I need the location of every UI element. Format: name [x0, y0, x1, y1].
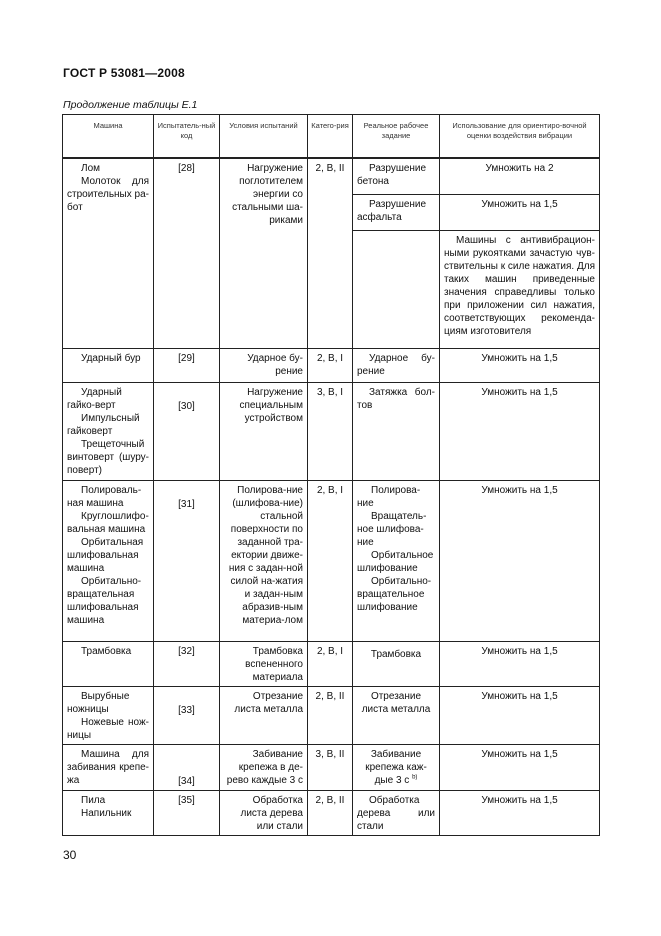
- real-task-cell: Трамбовка: [353, 642, 440, 687]
- category-cell: 2, B, II: [308, 687, 353, 745]
- table-row: [63, 158, 600, 195]
- usage-cell: Умножить на 1,5: [440, 687, 600, 745]
- real-task-cell: [353, 745, 440, 791]
- column-header-usage: Использование для ориентиро-вочной оценки воздействия вибрации: [440, 115, 600, 159]
- category-cell: 2, B, II: [308, 791, 353, 836]
- real-task-line: Орбитальное шлифование: [357, 550, 434, 574]
- column-header-category: Катего-рия: [308, 115, 353, 159]
- machine-name: Молоток для строительных ра-бот: [67, 176, 149, 213]
- test-code-cell: [28]: [154, 158, 220, 349]
- machine-name: Вырубные ножницы: [67, 691, 130, 715]
- page-number: 30: [63, 848, 77, 862]
- conditions-cell: Ударное бу-рение: [220, 349, 308, 383]
- machine-name: Ножевые нож-ницы: [67, 717, 149, 741]
- machine-name: Пила: [81, 795, 106, 806]
- test-code-cell: [31]: [154, 481, 220, 642]
- category-cell: 2, B, I: [308, 481, 353, 642]
- machine-cell: [63, 745, 154, 791]
- category-cell: 2, B, I: [308, 642, 353, 687]
- machine-name: Машина для забивания крепе-жа: [67, 749, 149, 786]
- machine-name: Полироваль-ная машина: [67, 485, 142, 509]
- test-code-cell: [34]: [154, 745, 220, 791]
- machine-name: Ударный бур: [81, 353, 141, 364]
- machine-cell: [63, 687, 154, 745]
- machine-name: Круглошлифо-вальная машина: [67, 511, 149, 535]
- test-code-cell: [29]: [154, 349, 220, 383]
- usage-cell: Умножить на 1,5: [440, 745, 600, 791]
- real-task-cell: Обработка дерева или стали: [353, 791, 440, 836]
- category-cell: 3, B, I: [308, 383, 353, 481]
- table-row: [63, 349, 600, 383]
- conditions-cell: Полирова-ние (шлифова-ние) стальной поверхности по заданной тра-ектории движе-ния с задан-ной силой на-жатия и задан-ным абразив-ным материа-лом: [220, 481, 308, 642]
- real-task-cell: Затяжка бол-тов: [353, 383, 440, 481]
- machine-name: Орбитальная шлифовальная машина: [67, 537, 144, 574]
- real-task-cell: Отрезание листа металла: [353, 687, 440, 745]
- conditions-cell: Забивание крепежа в де-рево каждые 3 с: [220, 745, 308, 791]
- machine-name: Лом: [81, 163, 100, 174]
- machine-name: Орбитально-вращательная шлифовальная машина: [67, 576, 142, 626]
- conditions-cell: Трамбовка вспененного материала: [220, 642, 308, 687]
- category-cell: 2, B, I: [308, 349, 353, 383]
- machine-name: Ударный гайко-верт: [67, 387, 122, 411]
- table-row: [63, 383, 600, 481]
- real-task-cell: Разрушение асфальта: [353, 195, 440, 231]
- usage-cell: Умножить на 1,5: [440, 349, 600, 383]
- machine-cell: [63, 642, 154, 687]
- vibration-table: [62, 114, 600, 836]
- machine-name: Напильник: [81, 808, 132, 819]
- machine-name: Трамбовка: [81, 646, 132, 657]
- column-header-conditions: Условия испытаний: [220, 115, 308, 159]
- column-header-machine: Машина: [63, 115, 154, 159]
- table-row: [63, 481, 600, 642]
- category-cell: 3, B, II: [308, 745, 353, 791]
- real-task-cell: Ударное бу-рение: [353, 349, 440, 383]
- machine-name: Импульсный гайковерт: [67, 413, 140, 437]
- real-task-line: Полирова-ние: [357, 485, 421, 509]
- test-code-cell: [30]: [154, 383, 220, 481]
- conditions-cell: Обработка листа дерева или стали: [220, 791, 308, 836]
- usage-cell: Умножить на 1,5: [440, 481, 600, 642]
- usage-note-cell: Машины с антивибрацион-ными рукоятками зачастую чув-ствительны к силе нажатия. Для таких машин приведенные значения справедливы только при приложении сил нажатия, соответствующих рекоменда-циям изготовителя: [440, 231, 600, 349]
- test-code-cell: [33]: [154, 687, 220, 745]
- machine-cell: [63, 383, 154, 481]
- machine-cell: [63, 791, 154, 836]
- machine-cell: [63, 481, 154, 642]
- real-task-cell: [353, 481, 440, 642]
- conditions-cell: Отрезание листа металла: [220, 687, 308, 745]
- usage-cell: Умножить на 1,5: [440, 791, 600, 836]
- real-task-cell-empty: [353, 231, 440, 349]
- usage-cell: Умножить на 1,5: [440, 195, 600, 231]
- table-row: [63, 791, 600, 836]
- table-row: [63, 745, 600, 791]
- footnote-marker: b): [412, 774, 418, 781]
- table-row: [63, 687, 600, 745]
- conditions-cell: Нагружение специальным устройством: [220, 383, 308, 481]
- table-row: [63, 642, 600, 687]
- table-header-row: [63, 115, 600, 159]
- machine-name: Трещеточный винтоверт (шуру-поверт): [67, 439, 149, 476]
- conditions-cell: Нагружение поглотителем энергии со стальными ша-риками: [220, 158, 308, 349]
- table-caption: Продолжение таблицы Е.1: [63, 99, 198, 111]
- usage-cell: Умножить на 2: [440, 158, 600, 195]
- document-header: ГОСТ Р 53081—2008: [63, 66, 185, 80]
- usage-cell: Умножить на 1,5: [440, 383, 600, 481]
- machine-cell: [63, 158, 154, 349]
- column-header-real-task: Реальное рабочее задание: [353, 115, 440, 159]
- usage-cell: Умножить на 1,5: [440, 642, 600, 687]
- real-task-line: Вращатель-ное шлифова-ние: [357, 511, 427, 548]
- real-task-cell: Разрушение бетона: [353, 158, 440, 195]
- test-code-cell: [32]: [154, 642, 220, 687]
- machine-cell: [63, 349, 154, 383]
- column-header-test-code: Испытатель-ный код: [154, 115, 220, 159]
- category-cell: 2, B, II: [308, 158, 353, 349]
- real-task-line: Орбитально-вращательное шлифование: [357, 576, 432, 613]
- test-code-cell: [35]: [154, 791, 220, 836]
- real-task-text: Забивание крепежа каж-дые 3 с: [365, 749, 427, 786]
